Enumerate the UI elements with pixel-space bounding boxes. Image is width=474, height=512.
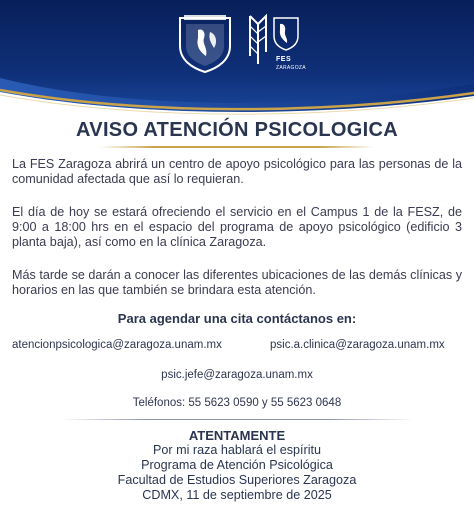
signature-closing: ATENTAMENTE — [188, 428, 286, 443]
header-banner — [0, 0, 474, 120]
header-background — [0, 0, 474, 120]
signature-place-date: CDMX, 11 de septiembre de 2025 — [142, 488, 332, 502]
paragraph-later: Más tarde se darán a conocer las diferentes ubicaciones de las demás clínicas y horarios en las que también se brindara esta atención. — [12, 268, 462, 297]
paragraph-intro: La FES Zaragoza abrirá un centro de apoyo psicológico para las personas de la comunidad afectada que así lo requieran. — [12, 157, 462, 186]
signature-divider — [60, 419, 414, 420]
signature-program: Programa de Atención Psicológica — [141, 458, 333, 472]
unam-emblem-icon — [176, 12, 234, 74]
contact-heading: Para agendar una cita contáctanos en: — [117, 311, 357, 326]
fes-logo-text: FES — [276, 56, 292, 63]
email-atencion[interactable]: atencionpsicologica@zaragoza.unam.mx — [12, 339, 222, 351]
paragraph-service: El día de hoy se estará ofreciendo el servicio en el Campus 1 de la FESZ, de 9:00 a 18:00 hrs en el espacio del programa de apoyo psicológico (edificio 3 planta baja), así como en la clínica Zaragoza. — [12, 205, 462, 249]
signature-faculty: Facultad de Estudios Superiores Zaragoza — [117, 473, 357, 487]
email-clinica[interactable]: psic.a.clinica@zaragoza.unam.mx — [270, 339, 445, 351]
fes-logo-subtext: ZARAGOZA — [276, 65, 306, 71]
phone-numbers: Teléfonos: 55 5623 0590 y 55 5623 0648 — [132, 397, 342, 409]
page-title: AVISO ATENCIÓN PSICOLOGICA — [76, 119, 398, 141]
title-divider — [100, 146, 374, 148]
email-jefe[interactable]: psic.jefe@zaragoza.unam.mx — [161, 369, 313, 381]
signature-motto: Por mi raza hablará el espíritu — [153, 443, 321, 457]
